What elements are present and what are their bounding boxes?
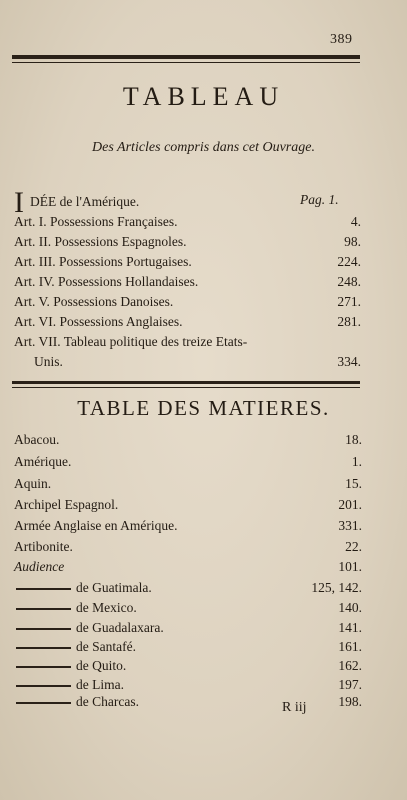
index-row-page: 162. <box>338 658 362 673</box>
toc-row <box>14 232 361 252</box>
index-row <box>14 495 362 515</box>
index-row <box>14 656 362 676</box>
index-row-label: de Mexico. <box>76 600 137 615</box>
ditto-dash <box>16 666 71 668</box>
index-row-label: de Guadalaxara. <box>76 620 164 635</box>
toc-row <box>14 252 361 272</box>
toc-row-page: 271. <box>337 294 361 309</box>
index-row <box>14 557 362 577</box>
toc-row <box>14 272 361 292</box>
index-row-page: 101. <box>338 559 362 574</box>
toc-row-page: 281. <box>337 314 361 329</box>
toc-row <box>14 212 361 232</box>
toc-row-label: Art. III. Possessions Portugaises. <box>14 254 192 269</box>
toc-row-label: DÉE de l'Amérique. <box>30 194 140 209</box>
top-rule-thin <box>12 62 360 63</box>
index-row-page: 198. <box>338 694 362 709</box>
toc-row <box>14 332 361 352</box>
index-row-label: de Lima. <box>76 677 124 692</box>
ditto-dash <box>16 628 71 630</box>
index-title: TABLE DES MATIERES. <box>77 396 330 420</box>
mid-rule-thick <box>12 381 360 384</box>
index-row-label: Amérique. <box>14 454 72 469</box>
index-row <box>14 692 362 712</box>
index-row-page: 141. <box>338 620 362 635</box>
signature-mark: R iij <box>282 700 307 715</box>
toc-row-page: 98. <box>344 234 361 249</box>
index-row-label: Abacou. <box>14 432 60 447</box>
index-row-label: Artibonite. <box>14 539 73 554</box>
toc-row <box>14 186 361 219</box>
index-row <box>14 516 362 536</box>
ditto-dash <box>16 647 71 649</box>
toc-row-label: Art. II. Possessions Espagnoles. <box>14 234 187 249</box>
index-row-label: de Guatimala. <box>76 580 152 595</box>
index-row-page: 15. <box>345 476 362 491</box>
toc-row <box>14 352 361 372</box>
index-row-label: Audience <box>14 559 65 574</box>
toc-pag-label: Pag. 1. <box>300 192 339 207</box>
toc-row-label: Unis. <box>34 354 63 369</box>
ditto-dash <box>16 685 71 687</box>
index-row-label: de Charcas. <box>76 694 139 709</box>
index-row-page: 197. <box>338 677 362 692</box>
mid-rule-thin <box>12 387 360 388</box>
index-row-page: 22. <box>345 539 362 554</box>
top-rule-thick <box>12 55 360 59</box>
index-row-label: Archipel Espagnol. <box>14 497 119 512</box>
index-row <box>14 430 362 450</box>
page-number: 389 <box>330 32 353 47</box>
index-row-page: 140. <box>338 600 362 615</box>
index-row <box>14 618 362 638</box>
toc-row-page: 248. <box>337 274 361 289</box>
index-row-page: 18. <box>345 432 362 447</box>
ditto-dash <box>16 702 71 704</box>
index-row-label: de Santafé. <box>76 639 136 654</box>
ditto-dash <box>16 588 71 590</box>
index-row <box>14 537 362 557</box>
toc-row-label: Art. VII. Tableau politique des treize Etats- <box>14 334 248 349</box>
index-row <box>14 452 362 472</box>
index-row-page: 1. <box>351 454 362 469</box>
toc-row-page: 334. <box>337 354 361 369</box>
index-row <box>14 474 362 494</box>
index-row-page: 125, 142. <box>311 580 362 595</box>
index-row <box>14 578 362 598</box>
index-row <box>14 637 362 657</box>
toc-row-label: Art. V. Possessions Danoises. <box>14 294 174 309</box>
page-subtitle: Des Articles compris dans cet Ouvrage. <box>92 140 315 155</box>
page-title: TABLEAU <box>122 82 285 111</box>
toc-row <box>14 292 361 312</box>
toc-row-label: Art. I. Possessions Françaises. <box>14 214 178 229</box>
index-row <box>14 598 362 618</box>
drop-initial: I <box>14 186 24 219</box>
index-row-page: 201. <box>338 497 362 512</box>
toc-row-page: 224. <box>337 254 361 269</box>
toc-row-label: Art. IV. Possessions Hollandaises. <box>14 274 199 289</box>
ditto-dash <box>16 608 71 610</box>
toc-row-label: Art. VI. Possessions Anglaises. <box>14 314 183 329</box>
toc-row <box>14 312 361 332</box>
index-row-page: 331. <box>338 518 362 533</box>
index-row-page: 161. <box>338 639 362 654</box>
index-row-label: de Quito. <box>76 658 127 673</box>
toc-row-page: 4. <box>350 214 361 229</box>
index-row-label: Armée Anglaise en Amérique. <box>14 518 178 533</box>
index-row-label: Aquin. <box>14 476 52 491</box>
